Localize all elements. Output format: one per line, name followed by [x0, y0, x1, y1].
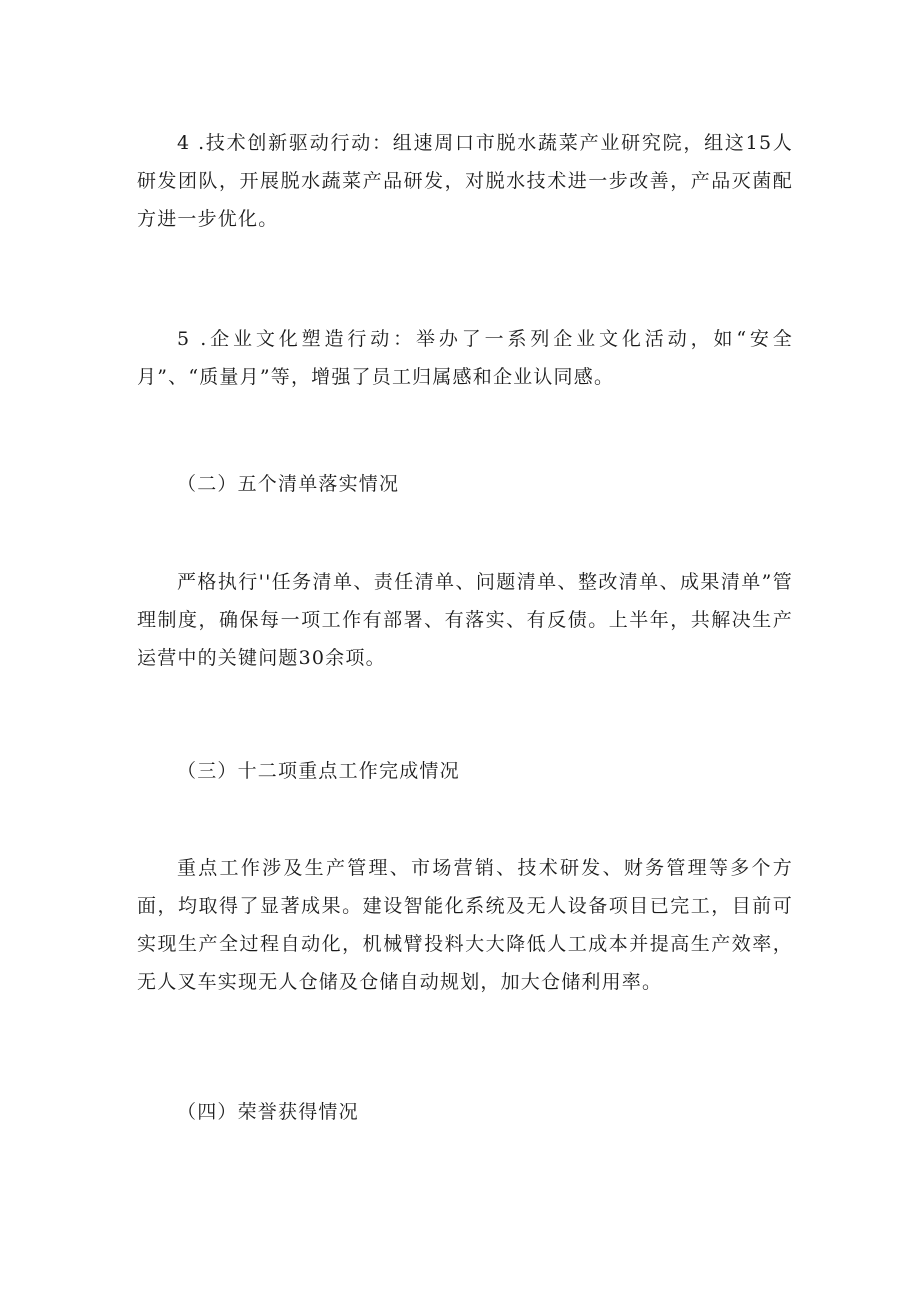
paragraph-key-work: 重点工作涉及生产管理、市场营销、技术研发、财务管理等多个方面，均取得了显著成果。建设智能化系统及无人设备项目已完工，目前可实现生产全过程自动化，机械臂投料大大降低人工成本并提高生产效率，无人叉车实现无人仓储及仓储自动规划，加大仓储利用率。 [137, 857, 793, 993]
section-heading-honors: （四）荣誉获得情况 [177, 1101, 359, 1123]
paragraph-five-lists: 严格执行''任务清单、责任清单、问题清单、整改清单、成果清单”管理制度，确保每一项工作有部署、有落实、有反债。上半年，共解决生产运营中的关键问题30余项。 [137, 571, 793, 669]
section-heading-twelve-tasks: （三）十二项重点工作完成情况 [177, 760, 460, 782]
paragraph-tech-innovation: 4 .技术创新驱动行动：组速周口市脱水蔬菜产业研究院，组这15人研发团队，开展脱水蔬菜产品研发，对脱水技术进一步改善，产品灭菌配方进一步优化。 [137, 132, 793, 230]
paragraph-corporate-culture: 5 .企业文化塑造行动：举办了一系列企业文化活动，如“安全月”、“质量月”等，增强了员工归属感和企业认同感。 [137, 328, 793, 388]
section-heading-five-lists: （二）五个清单落实情况 [177, 473, 400, 495]
